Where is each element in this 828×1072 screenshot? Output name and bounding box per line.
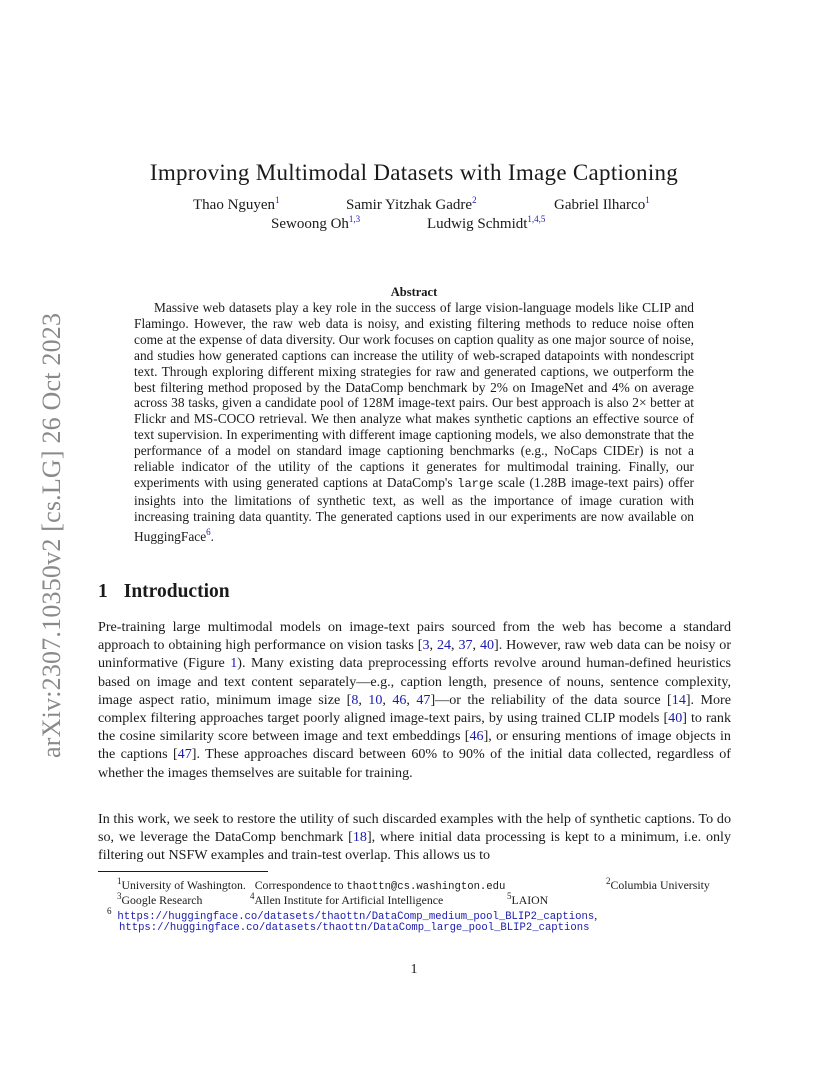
text-run: ] to rank the cosine similarity score between image and text embeddings [: [98, 710, 731, 745]
text-run: In this work, we seek to restore the utility of such discarded examples with the help of synthetic captions. To do so, we leverage the DataComp benchmark [: [98, 811, 731, 846]
abstract-body: [134, 300, 694, 545]
citation-link[interactable]: 18: [352, 829, 367, 846]
affiliation-text: Google Research: [121, 893, 203, 907]
footnote-mark: 4: [250, 891, 255, 901]
author-affiliation-mark[interactable]: 1,3: [348, 214, 361, 224]
footnote-affiliation-2: [606, 874, 710, 893]
footnote-mark-link[interactable]: 6: [206, 526, 211, 537]
author-name: Sewoong Oh: [271, 216, 349, 232]
author-name: Ludwig Schmidt: [427, 216, 528, 232]
footnote-mark: 2: [606, 876, 611, 886]
text-run: ). Many existing data preprocessing efforts revolve around human-defined heuristics based on image and text content separately—e.g., caption length, presence of nouns, sentence complexity, image aspect ratio, minimum image size [: [98, 655, 732, 708]
author-5: [427, 214, 545, 233]
abstract-text-continued: scale (1.28B image-text pairs) offer insights into the limitations of synthetic text, as well as the importance of image curation with increasing training data quantity. The generated captions used in our experiments are now available on HuggingFace: [134, 474, 694, 544]
intro-paragraph-2: [98, 810, 731, 865]
footnote-mark: 3: [117, 891, 122, 901]
author-affiliation-mark[interactable]: 1,4,5: [527, 214, 546, 224]
citation-link[interactable]: 24: [436, 637, 452, 654]
citation-link[interactable]: 47: [177, 746, 192, 763]
author-4: [271, 214, 360, 233]
text-run: ]. These approaches discard between 60% to 90% of the initial data collected, regardless of whether the images themselves are suitable for training.: [98, 746, 731, 781]
footnote-mark: 1: [117, 876, 122, 886]
text-run: ]—or the reliability of the data source [: [430, 691, 672, 708]
citation-link[interactable]: 46: [469, 728, 484, 745]
correspondence-label: Correspondence to: [254, 878, 344, 892]
arxiv-identifier-stamp: arXiv:2307.10350v2 [cs.LG] 26 Oct 2023: [37, 312, 66, 758]
text-run: ]. However, raw web data can be noisy or uninformative (Figure: [98, 637, 732, 672]
author-affiliation-mark[interactable]: 2: [472, 195, 477, 205]
citation-link[interactable]: 47: [416, 691, 431, 708]
author-name: Gabriel Ilharco: [554, 197, 646, 213]
page-number: 1: [410, 962, 418, 977]
footnote-mark: 6: [107, 906, 112, 916]
citation-link[interactable]: 3: [422, 637, 430, 654]
abstract-period: .: [210, 528, 215, 544]
text-run: ]. More complex filtering approaches target poorly aligned image-text pairs, by using trained CLIP models [: [98, 691, 732, 727]
footnote-6-line-2: [119, 919, 589, 936]
citation-link[interactable]: 10: [368, 691, 383, 708]
abstract-code-word: large: [457, 476, 494, 491]
abstract-text: Massive web datasets play a key role in the success of large vision-language models like CLIP and Flamingo. However, the raw web data is noisy, and existing filtering methods to reduce noise often come at the expense of data diversity. Our work focuses on caption quality as one major source of noise, and studies how generated captions can increase the utility of web-scraped datapoints with nondescript text. Through exploring different mixing strategies for raw and generated captions, we outperform the best filtering method proposed by the DataComp benchmark by 2% on ImageNet and 4% on average across 38 tasks, given a candidate pool of 128M image-text pairs. Our best approach is also 2× better at Flickr and MS-COCO retrieval. We then analyze what makes synthetic captions an effective source of text supervision. In experimenting with different image captioning models, we also demonstrate that the performance of a model on standard image captioning benchmarks (e.g., NoCaps CIDEr) is not a reliable indicator of the utility of the captions it generates for multimodal training. Finally, our experiments with using generated captions at DataComp's: [134, 300, 694, 490]
citation-link[interactable]: 40: [668, 710, 683, 727]
author-name: Samir Yitzhak Gadre: [346, 197, 473, 213]
citation-link[interactable]: 37: [458, 637, 473, 654]
text-run: ], where initial data processing is kept to a minimum, i.e. only filtering out NSFW examples and train-test overlap. This allows us to: [98, 829, 732, 864]
citation-link[interactable]: 40: [479, 637, 495, 654]
section-number: 1: [98, 581, 108, 602]
dataset-url-link[interactable]: https://huggingface.co/datasets/thaottn/DataComp_large_pool_BLIP2_captions: [119, 922, 590, 934]
author-1: [193, 195, 280, 214]
footnote-mark: 5: [507, 891, 512, 901]
intro-paragraph-1: Pre-training large multimodal models on image-text pairs sourced from the web has become a standard approach to obtaining high performance on vision tasks [3, 24, 37, 40]. However, raw web data can be noisy or uninformative (Figure 1). Many existing data preprocessing efforts revolve around human-defined heuristics based on image and text content separately—e.g., caption length, presence of nouns, sentence complexity, image aspect ratio, minimum image size [8, 10, 46, 47]—or the reliability of the data source [14]. More complex filtering approaches target poorly aligned image-text pairs, by using trained CLIP models [40] to rank the cosine similarity score between image and text embeddings [46], or ensuring mentions of image objects in the captions [47]. These approaches discard between 60% to 90% of the initial data collected, regardless of whether the images themselves are suitable for training.: [98, 619, 732, 781]
author-2: [346, 195, 477, 214]
author-affiliation-mark[interactable]: 1: [645, 195, 650, 205]
affiliation-text: LAION: [511, 893, 549, 907]
author-name: Thao Nguyen: [193, 197, 276, 213]
figure-reference-link[interactable]: 1: [230, 655, 238, 672]
contact-email[interactable]: thaottn@cs.washington.edu: [346, 881, 506, 893]
citation-link[interactable]: 14: [671, 691, 686, 708]
abstract-heading: Abstract: [390, 285, 438, 299]
affiliation-text: Columbia University: [610, 878, 710, 892]
citation-link[interactable]: 46: [392, 691, 407, 708]
text-run: Pre-training large multimodal models on image-text pairs sourced from the web has become a standard approach to obtaining high performance on vision tasks [: [98, 619, 731, 654]
paper-title: Improving Multimodal Datasets with Image Captioning: [149, 160, 679, 185]
author-3: [554, 195, 650, 214]
citation-link[interactable]: 8: [351, 691, 359, 708]
text-run: ], or ensuring mentions of image objects in the captions [: [98, 728, 731, 763]
footnote-divider: [98, 871, 268, 872]
separator: ,: [594, 908, 598, 922]
affiliation-text: Allen Institute for Artificial Intelligence: [254, 893, 444, 907]
author-affiliation-mark[interactable]: 1: [275, 195, 280, 205]
section-title: Introduction: [123, 581, 230, 602]
dataset-url-link[interactable]: https://huggingface.co/datasets/thaottn/DataComp_medium_pool_BLIP2_captions: [117, 911, 595, 923]
affiliation-text: University of Washington.: [121, 878, 246, 892]
section-heading-introduction: [98, 581, 230, 603]
